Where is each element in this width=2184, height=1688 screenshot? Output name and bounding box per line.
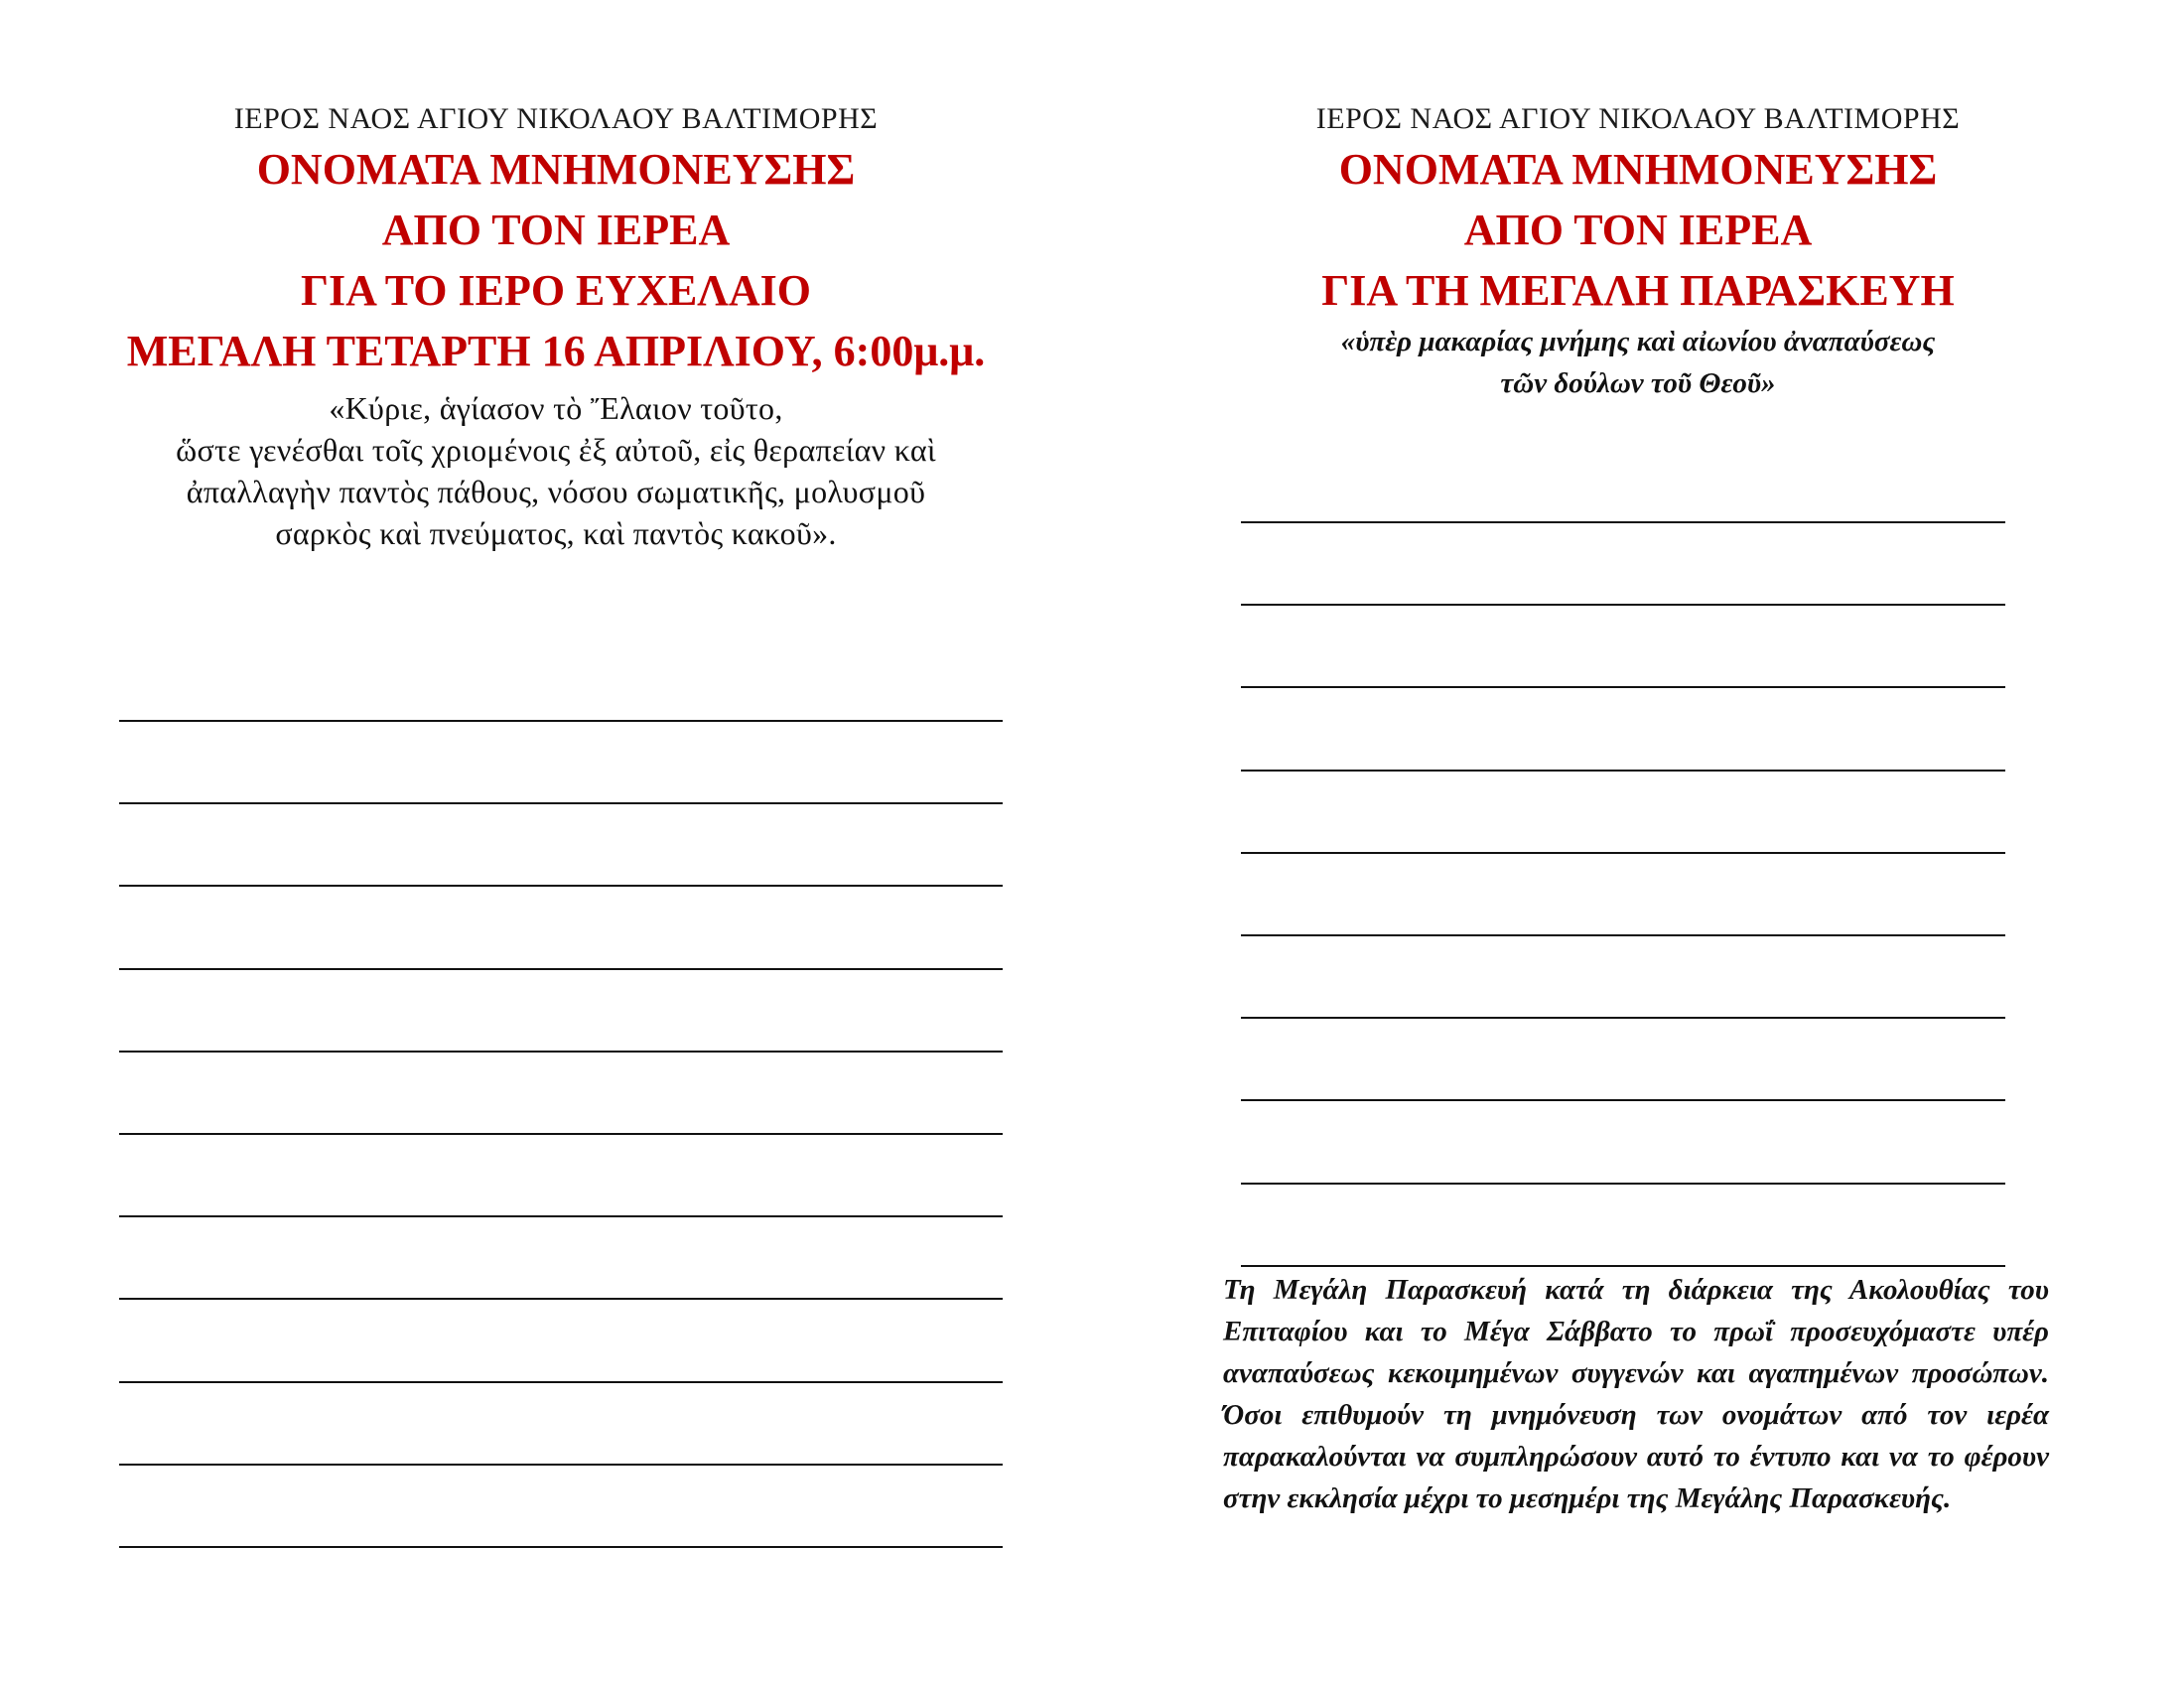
name-entry-line[interactable] [119, 1051, 1003, 1053]
service-date-time: ΜΕΓΑΛΗ ΤΕΤΑΡΤΗ 16 ΑΠΡΙΛΙΟΥ, 6:00μ.μ. [126, 327, 986, 375]
prayer-line: ἀπαλλαγὴν παντὸς πάθους, νόσου σωματικῆς, μολυσμοῦ [186, 474, 926, 509]
church-name: ΙΕΡΟΣ ΝΑΟΣ ΑΓΙΟΥ ΝΙΚΟΛΑΟΥ ΒΑΛΤΙΜΟΡΗΣ [233, 102, 879, 135]
name-entry-line[interactable] [1241, 1265, 2005, 1267]
name-entry-line[interactable] [119, 720, 1003, 722]
name-entry-line[interactable] [1241, 852, 2005, 854]
memorial-prayer [1221, 321, 2055, 404]
instructions-note: Τη Μεγάλη Παρασκευή κατά τη διάρκεια της Ακολουθίας του Επιταφίου και το Μέγα Σάββατο το πρωΐ προσευχόμαστε υπέρ αναπαύσεως κεκοιμημένων συγγενών και αγαπημένων προσώπων. Όσοι επιθυμούν τη μνημόνευση των ονομάτων από τον ιερέα παρακαλούνται να συμπληρώσουν αυτό το έντυπο και να το φέρουν στην εκκλησία μέχρι το μεσημέρι της Μεγάλης Παρασκευής. [1223, 1274, 2049, 1514]
name-entry-line[interactable] [1241, 1017, 2005, 1019]
name-entry-line[interactable] [1241, 521, 2005, 523]
form-title-line-3: ΓΙΑ ΤΟ ΙΕΡΟ ΕΥΧΕΛΑΙΟ [301, 266, 811, 315]
name-entry-line[interactable] [119, 1546, 1003, 1548]
form-title-line-1: ΟΝΟΜΑΤΑ ΜΝΗΜΟΝΕΥΣΗΣ [256, 145, 856, 194]
name-entry-line[interactable] [119, 1298, 1003, 1300]
unction-prayer [94, 387, 1018, 554]
prayer-line: «ὑπὲρ μακαρίας μνήμης καὶ αἰωνίου ἀναπαύσεως [1340, 326, 1936, 357]
holy-unction-form [94, 99, 1018, 554]
name-entry-line[interactable] [119, 968, 1003, 970]
name-entry-line[interactable] [119, 1215, 1003, 1217]
name-entry-line[interactable] [1241, 1099, 2005, 1101]
prayer-line: τῶν δούλων τοῦ Θεοῦ» [1500, 367, 1776, 399]
name-entry-line[interactable] [1241, 1183, 2005, 1185]
name-entry-line[interactable] [119, 885, 1003, 887]
name-entry-line[interactable] [1241, 686, 2005, 688]
good-friday-form [1221, 99, 2055, 404]
name-entry-line[interactable] [1241, 934, 2005, 936]
name-entry-line[interactable] [119, 1381, 1003, 1383]
name-entry-line[interactable] [119, 1464, 1003, 1466]
name-entry-line[interactable] [1241, 604, 2005, 606]
form-title-line-1: ΟΝΟΜΑΤΑ ΜΝΗΜΟΝΕΥΣΗΣ [1338, 145, 1938, 194]
form-title-line-2: ΑΠΟ ΤΟΝ ΙΕΡΕΑ [1463, 206, 1813, 254]
form-title-line-3: ΓΙΑ ΤΗ ΜΕΓΑΛΗ ΠΑΡΑΣΚΕΥΗ [1321, 266, 1955, 315]
prayer-line: «Κύριε, ἁγίασον τὸ Ἔλαιον τοῦτο, [329, 390, 783, 426]
church-name: ΙΕΡΟΣ ΝΑΟΣ ΑΓΙΟΥ ΝΙΚΟΛΑΟΥ ΒΑΛΤΙΜΟΡΗΣ [1315, 102, 1961, 135]
name-entry-line[interactable] [119, 1133, 1003, 1135]
form-title-line-2: ΑΠΟ ΤΟΝ ΙΕΡΕΑ [381, 206, 731, 254]
name-entry-line[interactable] [119, 802, 1003, 804]
prayer-line: σαρκὸς καὶ πνεύματος, καὶ παντὸς κακοῦ». [275, 515, 837, 551]
prayer-line: ὥστε γενέσθαι τοῖς χριομένοις ἐξ αὐτοῦ, εἰς θεραπείαν καὶ [176, 432, 936, 468]
name-entry-line[interactable] [1241, 770, 2005, 772]
